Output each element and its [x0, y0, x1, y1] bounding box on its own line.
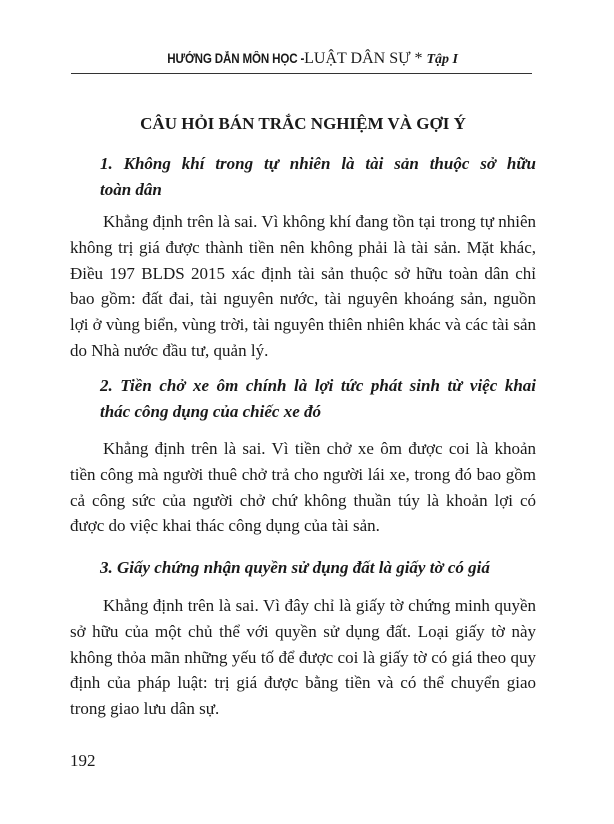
running-header [71, 49, 532, 70]
header-rule [71, 73, 532, 74]
running-header-course: HƯỚNG DẪN MÔN HỌC - [167, 51, 305, 66]
running-header-subject: LUẬT DÂN SỰ * [304, 50, 427, 67]
question-1-answer: Khẳng định trên là sai. Vì không khí đang tồn tại trong tự nhiên không trị giá được thành tiền nên không phải là tài sản. Mặt khác, Điều 197 BLDS 2015 xác định tài sản thuộc sở hữu toàn dân chỉ bao gồm: đất đai, tài nguyên nước, tài nguyên khoáng sản, nguồn lợi ở vùng biển, vùng trời, tài nguyên thiên nhiên khác và các tài sản do Nhà nước đầu tư, quản lý. [70, 212, 537, 360]
question-2-heading-line2: thác công dụng của chiếc xe đó [100, 402, 321, 421]
question-3-answer: Khẳng định trên là sai. Vì đây chỉ là giấy tờ chứng minh quyền sở hữu của một chủ thể với quyền sử dụng đất. Loại giấy tờ này không thỏa mãn những yếu tố để được coi là giấy tờ có giá theo quy định của pháp luật: trị giá được bằng tiền và có thể chuyển giao trong giao lưu dân sự. [70, 596, 536, 719]
section-title: CÂU HỎI BÁN TRẮC NGHIỆM VÀ GỢI Ý [140, 114, 466, 133]
question-1-heading [70, 151, 536, 203]
question-3-heading [70, 555, 536, 581]
question-2-heading-line1: 2. Tiền chở xe ôm chính là lợi tức phát sinh từ việc khai [100, 376, 536, 395]
question-1-heading-line1: 1. Không khí trong tự nhiên là tài sản thuộc sở hữu [100, 154, 536, 173]
page-number: 192 [70, 751, 96, 770]
question-3-heading-line1: 3. Giấy chứng nhận quyền sử dụng đất là giấy tờ có giá [100, 558, 490, 577]
question-2-answer: Khẳng định trên là sai. Vì tiền chở xe ôm được coi là khoản tiền công mà người thuê chở trả cho người lái xe, trong đó bao gồm cả công sức của người chở chứ không thuần túy là khoản lợi có được do việc khai thác công dụng của tài sản. [70, 439, 536, 536]
running-header-volume: Tập I [426, 52, 458, 67]
question-2-heading [70, 373, 536, 425]
question-1-heading-line2: toàn dân [100, 180, 162, 199]
